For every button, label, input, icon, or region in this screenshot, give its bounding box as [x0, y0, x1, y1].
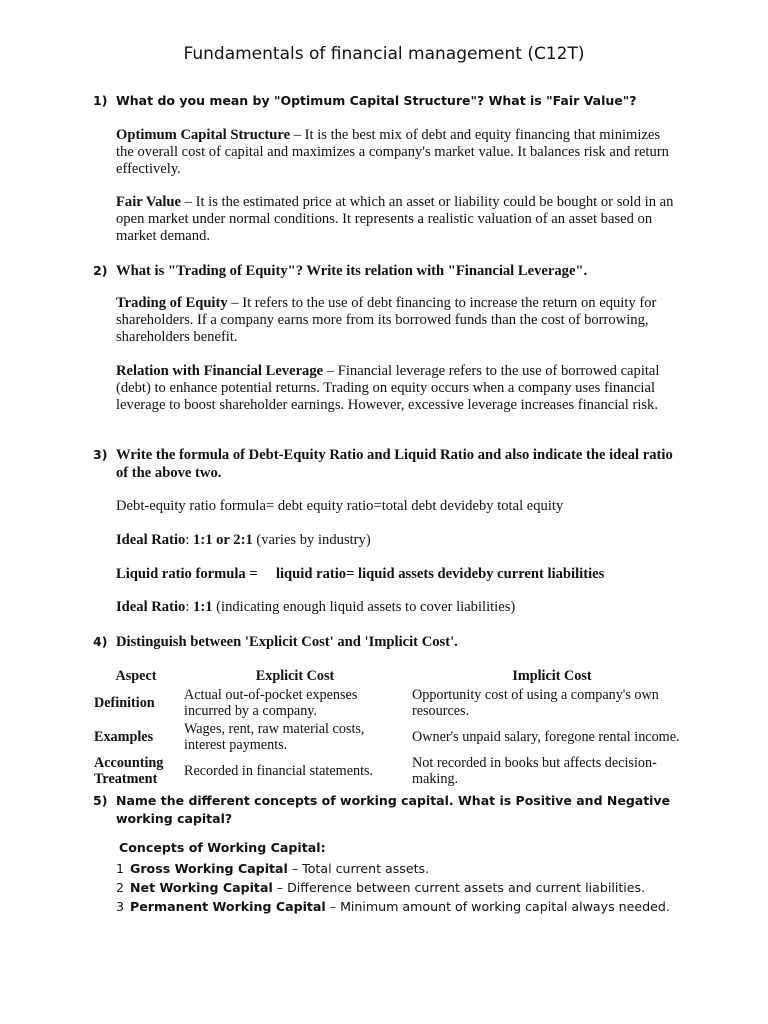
list-number: 1: [116, 861, 125, 876]
liquid-ratio-formula: Liquid ratio formula = liquid ratio= liquid assets devideby current liabilities: [116, 566, 605, 582]
list-text: – Difference between current assets and current liabilities.: [272, 880, 646, 895]
answer-paragraph: [116, 127, 676, 178]
definition: – It is the estimated price at which an asset or liability could be bought or sold in an open market under normal conditions. It represents a realistic valuation of an asset based on market demand.: [116, 194, 674, 244]
table-cell: Examples: [94, 729, 154, 745]
table-header: Explicit Cost: [255, 668, 335, 684]
ideal-ratio-1: Ideal Ratio: 1:1 or 2:1 (varies by industry): [116, 532, 371, 548]
term: Trading of Equity: [116, 295, 228, 311]
ideal-label: Ideal Ratio: [116, 599, 186, 615]
table-cell: Actual out-of-pocket expenses incurred by a company.: [184, 687, 358, 719]
debt-equity-formula: Debt-equity ratio formula= debt equity ratio=total debt devideby total equity: [116, 498, 564, 514]
table-row: [91, 754, 695, 788]
table-header-row: [91, 666, 695, 686]
list-text: – Minimum amount of working capital always needed.: [325, 899, 670, 914]
page-title: Fundamentals of financial management (C12T): [183, 44, 585, 64]
definition: – It refers to the use of debt financing to increase the return on equity for shareholders. If a company earns more from its borrowed funds than the cost of borrowing, shareholders benefit.: [116, 295, 657, 345]
table-cell: Not recorded in books but affects decision-making.: [412, 755, 657, 787]
ideal-note: (indicating enough liquid assets to cover liabilities): [212, 599, 516, 615]
list-item: [116, 859, 429, 878]
list-term: Gross Working Capital: [130, 861, 288, 876]
question-text: Distinguish between 'Explicit Cost' and 'Implicit Cost'.: [116, 634, 458, 650]
question-number: 3): [93, 447, 108, 462]
list-number: 2: [116, 880, 125, 895]
list-text: – Total current assets.: [287, 861, 430, 876]
definition: – It is the best mix of debt and equity financing that minimizes the overall cost of capital and maximizes a company's market value. It balances risk and return effectively.: [116, 127, 669, 177]
ideal-label: Ideal Ratio: [116, 532, 186, 548]
definition: – Financial leverage refers to the use of borrowed capital (debt) to enhance potential returns. Trading on equity occurs when a company uses financial leverage to boost shareholder earnings. However, excessive leverage increases financial risk.: [116, 363, 660, 413]
cost-comparison-table: [91, 666, 695, 788]
question-number: 1): [93, 93, 108, 108]
table-cell: Opportunity cost of using a company's own resources.: [412, 687, 659, 719]
table-cell: Wages, rent, raw material costs, interest payments.: [184, 721, 365, 753]
list-number: 3: [116, 899, 125, 914]
ideal-value: 1:1 or 2:1: [193, 532, 253, 548]
question-number: 5): [93, 793, 108, 808]
question-text: Name the different concepts of working capital. What is Positive and Negative working capital?: [116, 793, 671, 826]
answer-paragraph: [116, 295, 676, 346]
list-term: Permanent Working Capital: [130, 899, 326, 914]
question-text: Write the formula of Debt-Equity Ratio and Liquid Ratio and also indicate the ideal ratio of the above two.: [116, 447, 673, 481]
list-item: [116, 878, 645, 897]
table-cell: Accounting Treatment: [94, 755, 164, 787]
table-row: [91, 686, 695, 720]
table-cell: Owner's unpaid salary, foregone rental income.: [412, 729, 680, 745]
ideal-ratio-2: Ideal Ratio: 1:1 (indicating enough liquid assets to cover liabilities): [116, 599, 516, 615]
term: Fair Value: [116, 194, 182, 210]
term: Optimum Capital Structure: [116, 127, 291, 143]
table-row: [91, 720, 695, 754]
answer-paragraph: [116, 363, 676, 414]
question-text: What do you mean by "Optimum Capital Structure"? What is "Fair Value"?: [116, 93, 637, 108]
list-term: Net Working Capital: [130, 880, 273, 895]
table-cell: Definition: [94, 695, 155, 711]
question-number: 2): [93, 263, 108, 278]
question-number: 4): [93, 634, 108, 649]
table-header: Aspect: [115, 668, 157, 684]
concepts-heading: Concepts of Working Capital:: [119, 840, 326, 855]
table-header: Implicit Cost: [512, 668, 592, 684]
ideal-note: (varies by industry): [252, 532, 371, 548]
ideal-value: 1:1: [193, 599, 213, 615]
question-text: What is "Trading of Equity"? Write its relation with "Financial Leverage".: [116, 263, 588, 279]
answer-paragraph: [116, 194, 676, 245]
term: Relation with Financial Leverage: [116, 363, 324, 379]
list-item: [116, 897, 670, 916]
table-cell: Recorded in financial statements.: [184, 763, 374, 779]
